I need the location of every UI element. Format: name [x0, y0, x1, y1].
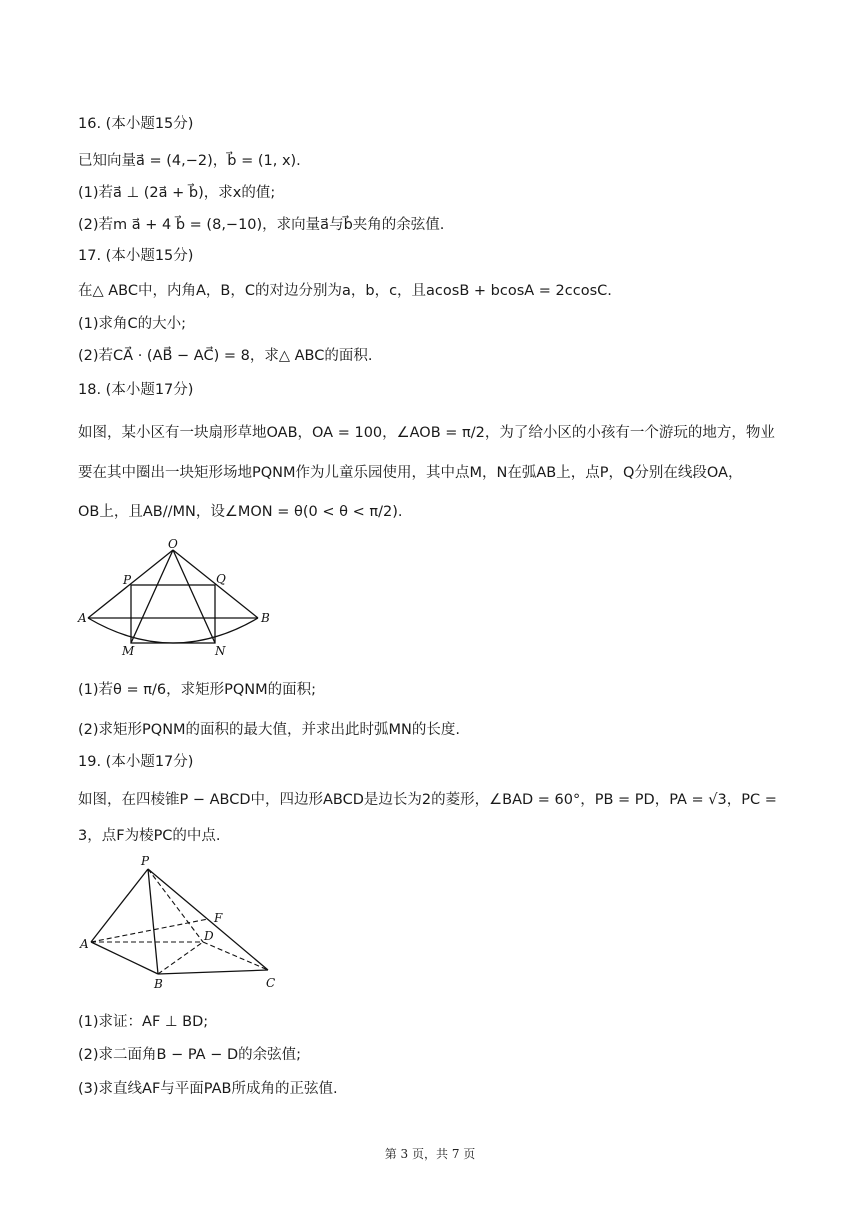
label-M: M: [122, 644, 135, 658]
q18-stem-line2: 要在其中圈出一块矩形场地PQNM作为儿童乐园使用，其中点M，N在弧AB上，点P，Q分别在线段OA，: [78, 465, 743, 481]
q17-heading: 17. (本小题15分): [78, 248, 194, 264]
q17-stem: 在△ ABC中，内角A，B，C的对边分别为a，b，c，且acosB + bcosA = 2ccosC.: [78, 283, 612, 299]
q19-part1: (1)求证：AF ⊥ BD;: [78, 1014, 209, 1030]
pyramid-figure: [78, 852, 298, 992]
q18-heading: 18. (本小题17分): [78, 382, 194, 398]
q19-stem-line2: 3，点F为棱PC的中点.: [78, 828, 221, 844]
q16-heading: 16. (本小题15分): [78, 116, 194, 132]
q17-part1: (1)求角C的大小;: [78, 316, 187, 332]
q18-part2: (2)求矩形PQNM的面积的最大值，并求出此时弧MN的长度.: [78, 722, 461, 738]
q19-heading: 19. (本小题17分): [78, 754, 194, 770]
sector-figure: [78, 538, 298, 658]
label-F: F: [214, 911, 223, 925]
q19-part2: (2)求二面角B − PA − D的余弦值;: [78, 1047, 302, 1063]
label-A: A: [80, 937, 89, 951]
q19-part3: (3)求直线AF与平面PAB所成角的正弦值.: [78, 1081, 338, 1097]
label-O: O: [168, 537, 178, 551]
label-Q: Q: [216, 572, 226, 586]
q19-stem-line1: 如图，在四棱锥P − ABCD中，四边形ABCD是边长为2的菱形，∠BAD = 60°，PB = PD，PA = √3，PC =: [78, 792, 777, 808]
label-P: P: [123, 573, 132, 587]
q17-part2: (2)若CA⃗ · (AB⃗ − AC⃗) = 8，求△ ABC的面积.: [78, 348, 373, 364]
label-N: N: [215, 644, 226, 658]
page-footer: 第 3 页，共 7 页: [384, 1147, 476, 1161]
label-B: B: [154, 977, 163, 991]
q16-stem: 已知向量a⃗ = (4,−2)，b⃗ = (1, x).: [78, 153, 301, 169]
label-C: C: [266, 976, 276, 990]
label-A: A: [78, 611, 87, 625]
label-P: P: [141, 854, 150, 868]
q18-stem-line3: OB上，且AB//MN，设∠MON = θ(0 < θ < π/2).: [78, 504, 403, 520]
label-D: D: [204, 929, 214, 943]
q18-part1: (1)若θ = π/6，求矩形PQNM的面积;: [78, 682, 317, 698]
q16-part1: (1)若a⃗ ⊥ (2a⃗ + b⃗)，求x的值;: [78, 185, 276, 201]
q16-part2: (2)若m a⃗ + 4 b⃗ = (8,−10)，求向量a⃗与b⃗夹角的余弦值.: [78, 217, 445, 233]
q18-stem-line1: 如图，某小区有一块扇形草地OAB，OA = 100，∠AOB = π/2，为了给小区的小孩有一个游玩的地方，物业: [78, 425, 775, 441]
label-B: B: [261, 611, 270, 625]
